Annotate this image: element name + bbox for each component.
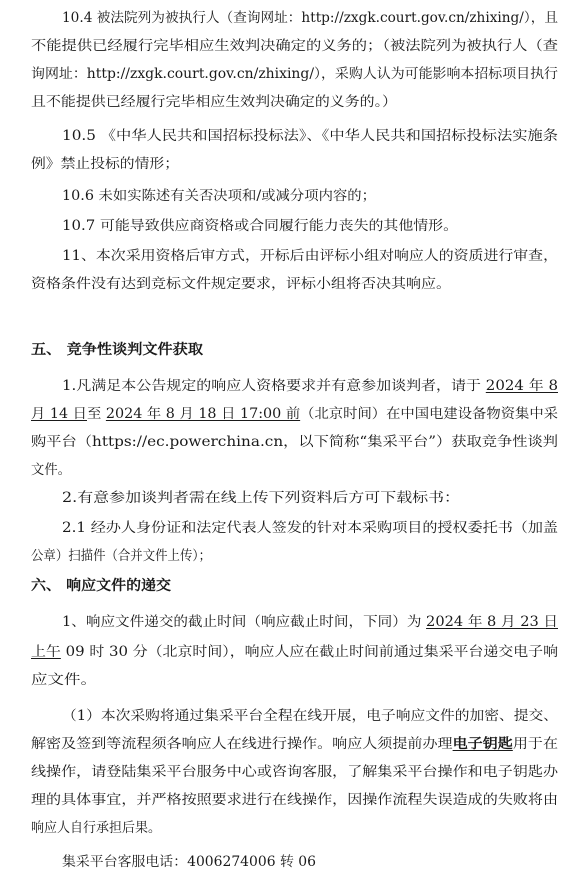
text-run: 1、响应文件递交的截止时间（响应截止时间，下同）为 bbox=[62, 614, 427, 630]
text-run: 公章）扫描件（合并文件上传）； bbox=[31, 548, 211, 564]
text-run: 10.6 未如实陈述有关否决项和/或减分项内容的； bbox=[62, 188, 376, 204]
paragraph-line bbox=[62, 706, 558, 726]
text-run: 应文件。 bbox=[31, 672, 97, 688]
text-run: 2.有意参加谈判者需在线上传下列资料后方可下载标书： bbox=[62, 490, 460, 506]
text-run: 六、 响应文件的递交 bbox=[31, 578, 171, 594]
underlined-text: 月 14 日 bbox=[31, 406, 87, 422]
paragraph-line bbox=[31, 790, 558, 810]
text-run: 11、本次采用资格后审方式，开标后由评标小组对响应人的资质进行审查， bbox=[62, 248, 558, 264]
paragraph-line bbox=[31, 762, 558, 782]
text-run: 文件。 bbox=[31, 462, 71, 478]
text-run: 10.7 可能导致供应商资格或合同履行能力丧失的其他情形。 bbox=[62, 218, 458, 234]
text-run: 2.1 经办人身份证和法定代表人签发的针对本采购项目的授权委托书（加盖 bbox=[62, 520, 558, 536]
text-run: （1）本次采购将通过集采平台全程在线开展，电子响应文件的加密、提交、 bbox=[62, 708, 558, 724]
paragraph-line bbox=[31, 670, 97, 690]
paragraph-line bbox=[31, 154, 179, 174]
text-run: 1.凡满足本公告规定的响应人资格要求并有意参加谈判者，请于 bbox=[62, 378, 486, 394]
text-run: 解密及签到等流程须各响应人在线进行操作。响应人须提前办理 bbox=[31, 736, 453, 752]
paragraph-line bbox=[31, 546, 211, 566]
paragraph-line bbox=[31, 64, 558, 84]
underlined-text: 上午 bbox=[31, 644, 61, 660]
text-run: 10.5 《中华人民共和国招标投标法》、《中华人民共和国招标投标法实施条 bbox=[62, 128, 558, 144]
underlined-text: 2024 年 8 月 23 日 bbox=[426, 614, 558, 630]
text-run: 例》禁止投标的情形； bbox=[31, 156, 179, 172]
text-run: 至 bbox=[86, 406, 106, 422]
text-run: 购平台（https://ec.powerchina.cn，以下简称“集采平台”）获取竞争性谈判 bbox=[31, 434, 558, 450]
paragraph-line bbox=[62, 376, 558, 396]
paragraph-line bbox=[62, 518, 558, 538]
text-run: 集采平台客服电话：4006274006 转 06 bbox=[62, 854, 316, 870]
underlined-text: 电子钥匙 bbox=[452, 736, 513, 752]
paragraph-line bbox=[62, 126, 558, 146]
paragraph-line bbox=[62, 186, 376, 206]
underlined-text: 2024 年 8 月 18 日 17:00 前 bbox=[105, 406, 301, 422]
text-run: 理的具体事宜，并严格按照要求进行在线操作，因操作流程失误造成的失败将由 bbox=[31, 792, 558, 808]
section-heading bbox=[31, 340, 203, 360]
paragraph-line bbox=[62, 488, 460, 508]
text-run: 用于在 bbox=[512, 736, 558, 752]
paragraph-line bbox=[62, 8, 558, 28]
text-run: 且不能提供已经履行完毕相应生效判决确定的义务的。） bbox=[31, 94, 397, 110]
paragraph-line bbox=[31, 642, 558, 662]
text-run: 不能提供已经履行完毕相应生效判决确定的义务的；（被法院列为被执行人（查 bbox=[31, 38, 558, 54]
paragraph-line bbox=[62, 246, 558, 266]
paragraph-line bbox=[62, 852, 316, 872]
paragraph-line bbox=[62, 216, 458, 236]
text-run: 09 时 30 分（北京时间），响应人应在截止时间前通过集采平台递交电子响 bbox=[60, 644, 558, 660]
paragraph-line bbox=[31, 274, 451, 294]
paragraph-line bbox=[31, 404, 558, 424]
text-run: 线操作，请登陆集采平台服务中心或咨询客服，了解集采平台操作和电子钥匙办 bbox=[31, 764, 558, 780]
paragraph-line bbox=[31, 432, 558, 452]
paragraph-line bbox=[31, 460, 71, 480]
paragraph-line bbox=[31, 818, 161, 838]
paragraph-line bbox=[31, 92, 397, 112]
paragraph-line bbox=[31, 734, 558, 754]
paragraph-line bbox=[62, 612, 558, 632]
text-run: 10.4 被法院列为被执行人（查询网址：http://zxgk.court.gov.cn/zhixing/），且 bbox=[62, 10, 558, 26]
text-run: 资格条件没有达到竞标文件规定要求，评标小组将否决其响应。 bbox=[31, 276, 451, 292]
paragraph-line bbox=[31, 36, 558, 56]
text-run: 五、 竞争性谈判文件获取 bbox=[31, 342, 203, 358]
underlined-text: 2024 年 8 bbox=[485, 378, 558, 394]
section-heading bbox=[31, 576, 171, 596]
text-run: （北京时间）在中国电建设备物资集中采 bbox=[300, 406, 558, 422]
text-run: 响应人自行承担后果。 bbox=[31, 820, 161, 836]
text-run: 询网址：http://zxgk.court.gov.cn/zhixing/），采购人认为可能影响本招标项目执行 bbox=[31, 66, 558, 82]
